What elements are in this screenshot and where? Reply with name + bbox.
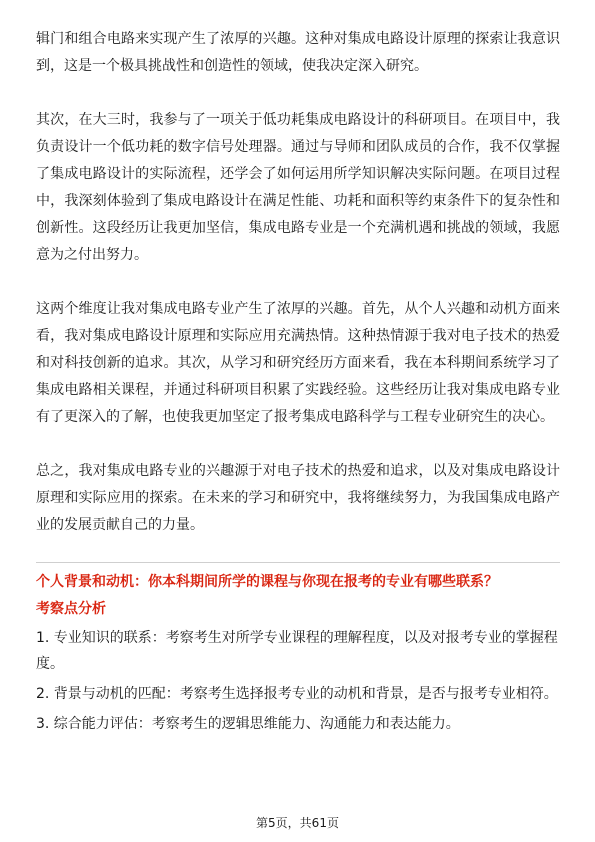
body-paragraph-4: 总之，我对集成电路专业的兴趣源于对电子技术的热爱和追求，以及对集成电路设计原理和实际应用的探索。在未来的学习和研究中，我将继续努力，为我国集成电路产业的发展贡献自己的力量。 [36,463,560,533]
analysis-item-1: 1. 专业知识的联系：考察考生对所学专业课程的理解程度，以及对报考专业的掌握程度。 [36,630,558,672]
body-paragraph-3: 这两个维度让我对集成电路专业产生了浓厚的兴趣。首先，从个人兴趣和动机方面来看，我对集成电路设计原理和实际应用充满热情。这种热情源于我对电子技术的热爱和对科技创新的追求。其次，从学习和研究经历方面来看，我在本科期间系统学习了集成电路相关课程，并通过科研项目积累了实践经验。这些经历让我对集成电路专业有了更深入的了解，也使我更加坚定了报考集成电路科学与工程专业研究生的决心。 [36,301,560,425]
question-title: 个人背景和动机：你本科期间所学的课程与你现在报考的专业有哪些联系？ [36,574,498,590]
page-number: 第5页，共61页 [256,816,339,830]
analysis-list [36,625,560,737]
analysis-heading: 考察点分析 [36,601,106,617]
page-content [36,26,560,741]
body-paragraph-2: 其次，在大三时，我参与了一项关于低功耗集成电路设计的科研项目。在项目中，我负责设计一个低功耗的数字信号处理器。通过与导师和团队成员的合作，我不仅掌握了集成电路设计的实际流程，还学会了如何运用所学知识解决实际问题。在项目过程中，我深刻体验到了集成电路设计在满足性能、功耗和面积等约束条件下的复杂性和创新性。这段经历让我更加坚信，集成电路专业是一个充满机遇和挑战的领域，我愿意为之付出努力。 [36,112,560,263]
analysis-item-2: 2. 背景与动机的匹配：考察考生选择报考专业的动机和背景，是否与报考专业相符。 [36,686,558,702]
analysis-item-3: 3. 综合能力评估：考察考生的逻辑思维能力、沟通能力和表达能力。 [36,716,460,732]
section-divider [36,562,560,563]
body-paragraph-1: 辑门和组合电路来实现产生了浓厚的兴趣。这种对集成电路设计原理的探索让我意识到，这是一个极具挑战性和创造性的领域，使我决定深入研究。 [36,31,560,74]
